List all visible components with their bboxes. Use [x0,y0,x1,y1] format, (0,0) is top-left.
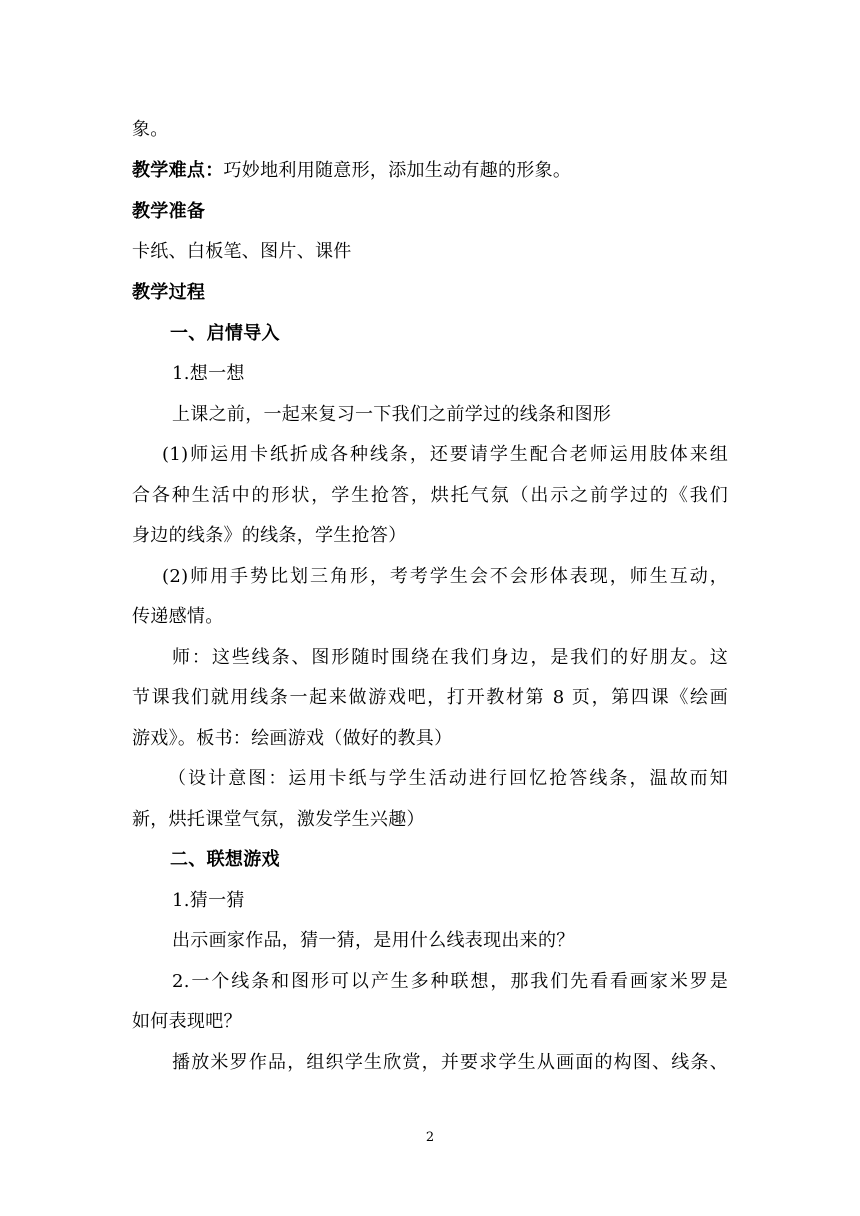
text-line: 合各种生活中的形状，学生抢答，烘托气氛（出示之前学过的《我们 [132,485,728,506]
text-line: (1)师运用卡纸折成各种线条，还要请学生配合老师运用肢体来组 [162,444,728,465]
subsection-heading: 二、联想游戏 [170,849,280,870]
difficulty-text: 巧妙地利用随意形，添加生动有趣的形象。 [223,160,572,181]
text-line: 卡纸、白板笔、图片、课件 [132,241,352,262]
text-line: （设计意图：运用卡纸与学生活动进行回忆抢答线条，温故而知 [168,768,728,789]
text-line: 如何表现吧？ [132,1011,242,1032]
section-heading: 教学过程 [132,282,206,303]
text-line: 2.一个线条和图形可以产生多种联想，那我们先看看画家米罗是 [172,971,728,992]
text-line: (2)师用手势比划三角形，考考学生会不会形体表现，师生互动， [162,566,728,587]
text-line: 身边的线条》的线条，学生抢答） [132,525,407,546]
text-line: 上课之前，一起来复习一下我们之前学过的线条和图形 [172,404,612,425]
text-line: 新，烘托课堂气氛，激发学生兴趣） [132,809,425,830]
section-heading: 教学准备 [132,201,206,222]
text-line: 传递感情。 [132,606,224,627]
page-number: 2 [425,1130,435,1145]
difficulty-label: 教学难点： [132,160,224,181]
text-line: 出示画家作品，猜一猜，是用什么线表现出来的？ [172,930,575,951]
text-line: 播放米罗作品，组织学生欣赏，并要求学生从画面的构图、线条、 [172,1052,728,1073]
text-line: 游戏》。板书：绘画游戏（做好的教具） [132,728,453,749]
subsection-heading: 一、启情导入 [170,323,280,344]
text-line: 1.想一想 [172,363,245,384]
text-line: 象。 [132,119,169,140]
text-line: 节课我们就用线条一起来做游戏吧，打开教材第 8 页，第四课《绘画 [132,687,728,708]
difficulty-line [132,159,571,183]
text-line: 师：这些线条、图形随时围绕在我们身边，是我们的好朋友。这 [172,647,728,668]
text-line: 1.猜一猜 [172,890,245,911]
